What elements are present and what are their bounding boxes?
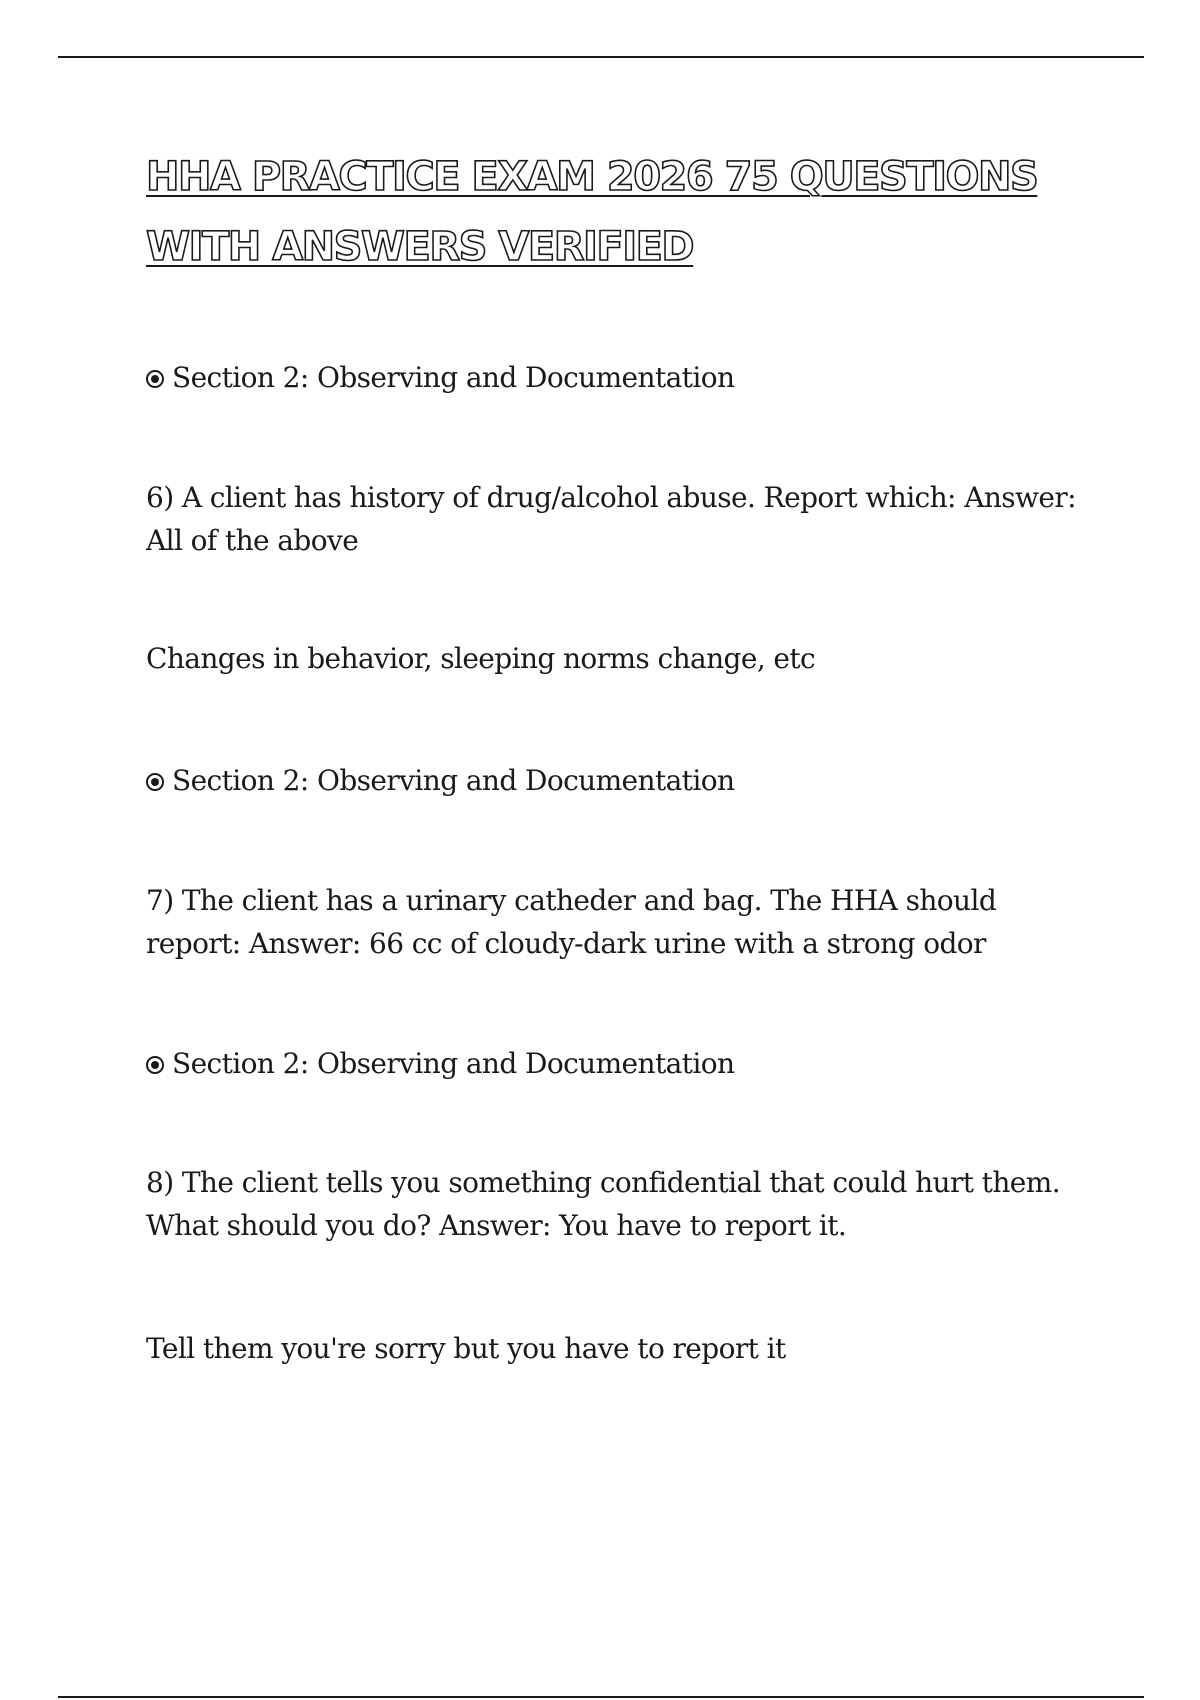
- bottom-divider: [58, 1696, 1144, 1698]
- page-title: HHA PRACTICE EXAM 2026 75 QUESTIONS WITH ANSWERS VERIFIED: [146, 154, 1038, 270]
- radio-bullet-icon: [146, 1056, 164, 1074]
- radio-bullet-icon: [146, 773, 164, 791]
- section-heading-text: Section 2: Observing and Documentation: [172, 1047, 735, 1080]
- radio-bullet-icon: [146, 370, 164, 388]
- answer-note: Tell them you're sorry but you have to report it: [146, 1332, 786, 1365]
- section-heading: [146, 1042, 1096, 1085]
- section-heading: [146, 356, 1096, 399]
- question-6: 6) A client has history of drug/alcohol abuse. Report which: Answer: All of the above: [146, 481, 1076, 557]
- section-heading: [146, 759, 1096, 802]
- question-7: 7) The client has a urinary catheder and bag. The HHA should report: Answer: 66 cc of cloudy-dark urine with a strong odor: [146, 884, 997, 960]
- top-divider: [58, 56, 1144, 58]
- question-8: 8) The client tells you something confidential that could hurt them. What should you do? Answer: You have to report it.: [146, 1166, 1060, 1242]
- section-heading-text: Section 2: Observing and Documentation: [172, 361, 735, 394]
- section-heading-text: Section 2: Observing and Documentation: [172, 764, 735, 797]
- answer-note: Changes in behavior, sleeping norms change, etc: [146, 642, 816, 675]
